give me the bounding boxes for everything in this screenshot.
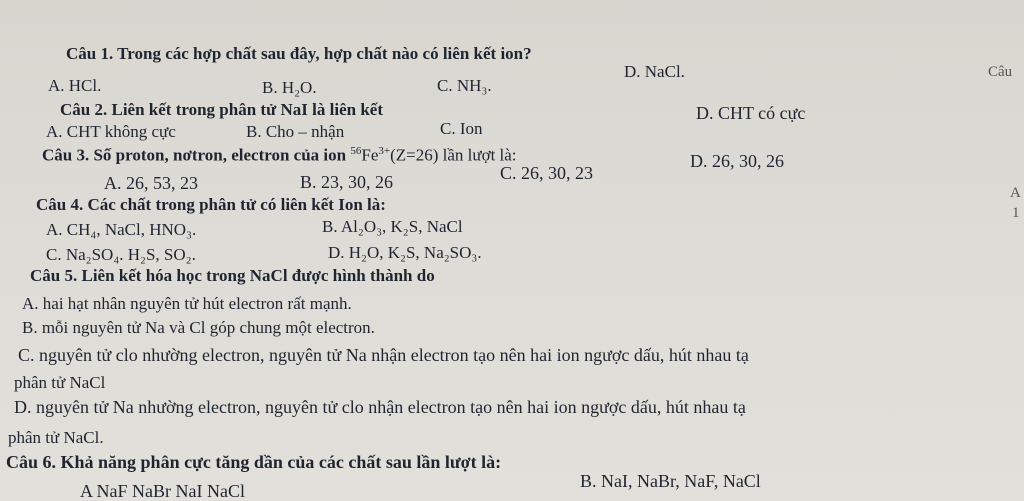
- q5-option-d-line1: D. nguyên tử Na nhường electron, nguyên tử clo nhận electron tạo nên hai ion ngược dấu, hút nhau tạ: [14, 397, 746, 417]
- q3-iso-mass: 56: [350, 145, 362, 157]
- q5-option-b: B. mỗi nguyên tử Na và Cl góp chung một electron.: [22, 318, 375, 337]
- q3-stem-pre: Câu 3. Số proton, nơtron, electron của ion: [42, 145, 351, 165]
- q5-option-d-line2: phân tử NaCl.: [8, 428, 104, 447]
- q4-option-a: A. CH₄, NaCl, HNO₃.: [46, 220, 197, 239]
- q3-option-a: A. 26, 53, 23: [104, 173, 198, 193]
- q3-iso-symbol: Fe: [361, 145, 379, 165]
- q6-option-b: B. NaI, NaBr, NaF, NaCl: [580, 471, 761, 491]
- q3-option-b: B. 23, 30, 26: [300, 172, 394, 192]
- q3-iso-charge: 3+: [378, 145, 391, 157]
- q6-stem: Câu 6. Khả năng phân cực tăng dần của các chất sau lần lượt là:: [6, 452, 502, 472]
- q4-option-b: B. Al₂O₃, K₂S, NaCl: [322, 217, 463, 236]
- q2-stem: Câu 2. Liên kết trong phân tử NaI là liên kết: [60, 100, 384, 119]
- q2-option-a: A. CHT không cực: [46, 122, 176, 141]
- q5-stem: Câu 5. Liên kết hóa học trong NaCl được hình thành do: [30, 266, 435, 285]
- q4-stem: Câu 4. Các chất trong phân tử có liên kết Ion là:: [36, 195, 386, 214]
- q3-stem-post: (Z=26) lần lượt là:: [390, 145, 517, 165]
- q3-option-d: D. 26, 30, 26: [690, 151, 784, 171]
- q3-option-c: C. 26, 30, 23: [500, 163, 594, 183]
- q5-option-c-line1: C. nguyên tử clo nhường electron, nguyên tử Na nhận electron tạo nên hai ion ngược dấu, hút nhau tạ: [18, 345, 749, 365]
- q3-stem: [42, 145, 517, 166]
- q1-stem: [66, 44, 532, 64]
- q4-option-d: D. H₂O, K₂S, Na₂SO₃.: [328, 243, 482, 262]
- q1-option-c: C. NH₃.: [437, 76, 492, 95]
- q2-option-c: C. Ion: [440, 119, 483, 138]
- q1-stem-text: Câu 1. Trong các hợp chất sau đây, hợp chất nào có liên kết ion?: [66, 44, 532, 63]
- q5-option-a: A. hai hạt nhân nguyên tử hút electron rất mạnh.: [22, 294, 352, 313]
- q5-option-c-line2: phân tử NaCl: [14, 373, 106, 392]
- q1-option-a: A. HCl.: [48, 76, 102, 95]
- edge-text-cau: Câu: [988, 64, 1013, 80]
- edge-text-one: 1: [1012, 205, 1020, 221]
- q6-option-a: A NaF NaBr NaI NaCl: [80, 481, 245, 501]
- q2-option-d: D. CHT có cực: [696, 103, 806, 123]
- q2-option-b: B. Cho – nhận: [246, 122, 345, 141]
- q4-option-c: C. Na₂SO₄. H₂S, SO₂.: [46, 245, 196, 264]
- edge-text-a: A: [1010, 185, 1021, 201]
- q1-option-b: B. H₂O.: [262, 78, 317, 97]
- q1-option-d: D. NaCl.: [624, 62, 685, 81]
